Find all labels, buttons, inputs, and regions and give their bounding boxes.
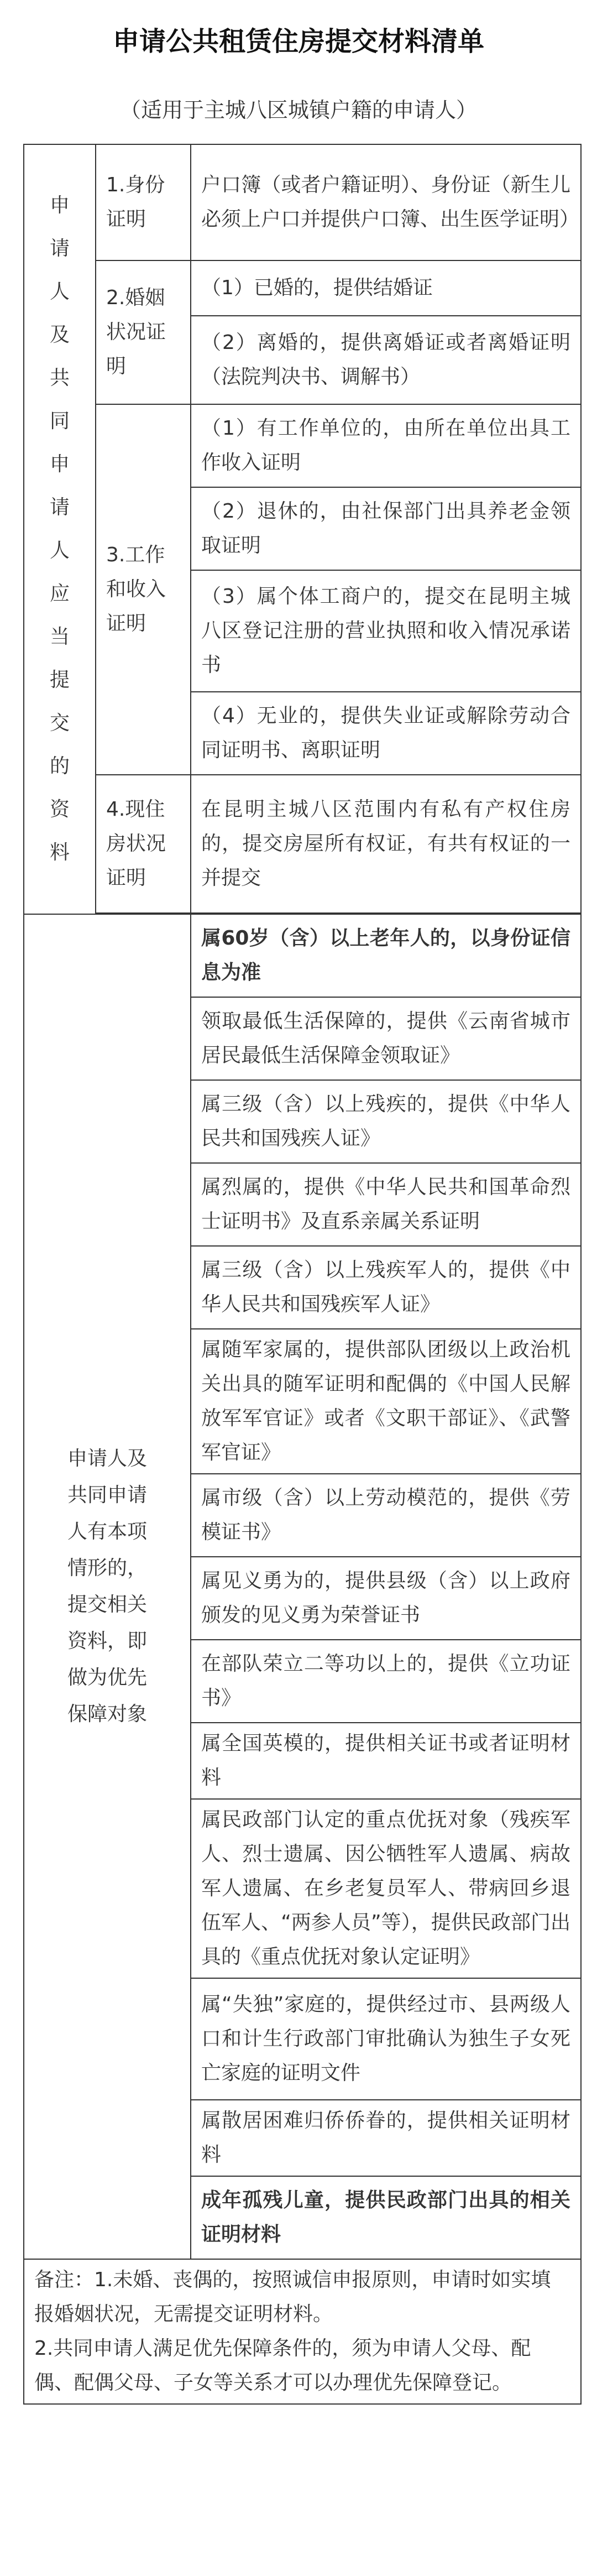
requirement-item: 户口簿（或者户籍证明）、身份证（新生儿必须上户口并提供户口簿、出生医学证明） [191, 144, 581, 260]
requirement-item: （1）已婚的，提供结婚证 [191, 260, 581, 316]
priority-item: 属烈属的，提供《中华人民共和国革命烈士证明书》及直系亲属关系证明 [191, 1163, 581, 1246]
priority-item: 成年孤残儿童，提供民政部门出具的相关证明材料 [191, 2176, 581, 2259]
category-label: 4.现住房状况证明 [96, 775, 191, 913]
priority-item: 属随军家属的，提供部队团级以上政治机关出具的随军证明和配偶的《中国人民解放军军官证》或者《文职干部证》、《武警军官证》 [191, 1329, 581, 1474]
priority-item: 属全国英模的，提供相关证书或者证明材料 [191, 1723, 581, 1799]
document-title: 申请公共租赁住房提交材料清单 [112, 26, 484, 57]
priority-item: 属60岁（含）以上老年人的，以身份证信息为准 [191, 914, 581, 997]
notes-label: 备注： [34, 2269, 95, 2291]
priority-item: 属市级（含）以上劳动模范的，提供《劳模证书》 [191, 1474, 581, 1557]
priority-item: 属民政部门认定的重点优抚对象（残疾军人、烈士遗属、因公牺牲军人遗属、病故军人遗属、在乡老复员军人、带病回乡退伍军人、“两参人员”等），提供民政部门出具的《重点优抚对象认定证明》 [191, 1799, 581, 1978]
requirement-item: （2）离婚的，提供离婚证或者离婚证明（法院判决书、调解书） [191, 316, 581, 404]
document-subtitle: （适用于主城八区城镇户籍的申请人） [119, 98, 477, 122]
priority-item: 属见义勇为的，提供县级（含）以上政府颁发的见义勇为荣誉证书 [191, 1557, 581, 1640]
category-label: 3.工作和收入证明 [96, 404, 191, 775]
table-row [24, 775, 581, 913]
section-common-label: 申请人及共同申请人应当提交的资料 [24, 144, 96, 914]
priority-item-text: 属散居困难归侨侨眷的，提供相关证明材料 [201, 2109, 570, 2166]
table-row [24, 144, 581, 260]
requirement-item: （1）有工作单位的，由所在单位出具工作收入证明 [191, 404, 581, 487]
section-priority-label: 申请人及共同申请人有本项情形的，提交相关资料，即做为优先保障对象 [24, 914, 191, 2259]
note-item: 1.未婚、丧偶的，按照诚信申报原则，申请时如实填报婚姻状况，无需提交证明材料。 [34, 2269, 551, 2325]
category-label: 1.身份证明 [96, 144, 191, 260]
priority-item: 领取最低生活保障的，提供《云南省城市居民最低生活保障金领取证》 [191, 997, 581, 1080]
priority-item: 在部队荣立二等功以上的，提供《立功证书》 [191, 1640, 581, 1723]
table-row [24, 914, 581, 997]
requirement-item: （4）无业的，提供失业证或解除劳动合同证明书、离职证明 [191, 692, 581, 775]
requirement-item: 在昆明主城八区范围内有私有产权住房的，提交房屋所有权证，有共有权证的一并提交 [191, 775, 581, 913]
priority-item: 属“失独”家庭的，提供经过市、县两级人口和计生行政部门审批确认为独生子女死亡家庭的证明文件 [191, 1978, 581, 2100]
note-item: 2.共同申请人满足优先保障条件的，须为申请人父母、配偶、配偶父母、子女等关系才可以办理优先保障登记。 [34, 2337, 531, 2394]
materials-table [23, 144, 582, 2405]
priority-item [191, 2100, 581, 2176]
requirement-item: （3）属个体工商户的，提交在昆明主城八区登记注册的营业执照和收入情况承诺书 [191, 570, 581, 692]
priority-item: 属三级（含）以上残疾的，提供《中华人民共和国残疾人证》 [191, 1080, 581, 1163]
table-row [24, 2259, 581, 2404]
notes-cell [24, 2259, 581, 2404]
table-row [24, 260, 581, 316]
priority-item: 属三级（含）以上残疾军人的，提供《中华人民共和国残疾军人证》 [191, 1246, 581, 1329]
category-label: 2.婚姻状况证明 [96, 260, 191, 404]
requirement-item: （2）退休的，由社保部门出具养老金领取证明 [191, 487, 581, 570]
table-row [24, 404, 581, 487]
